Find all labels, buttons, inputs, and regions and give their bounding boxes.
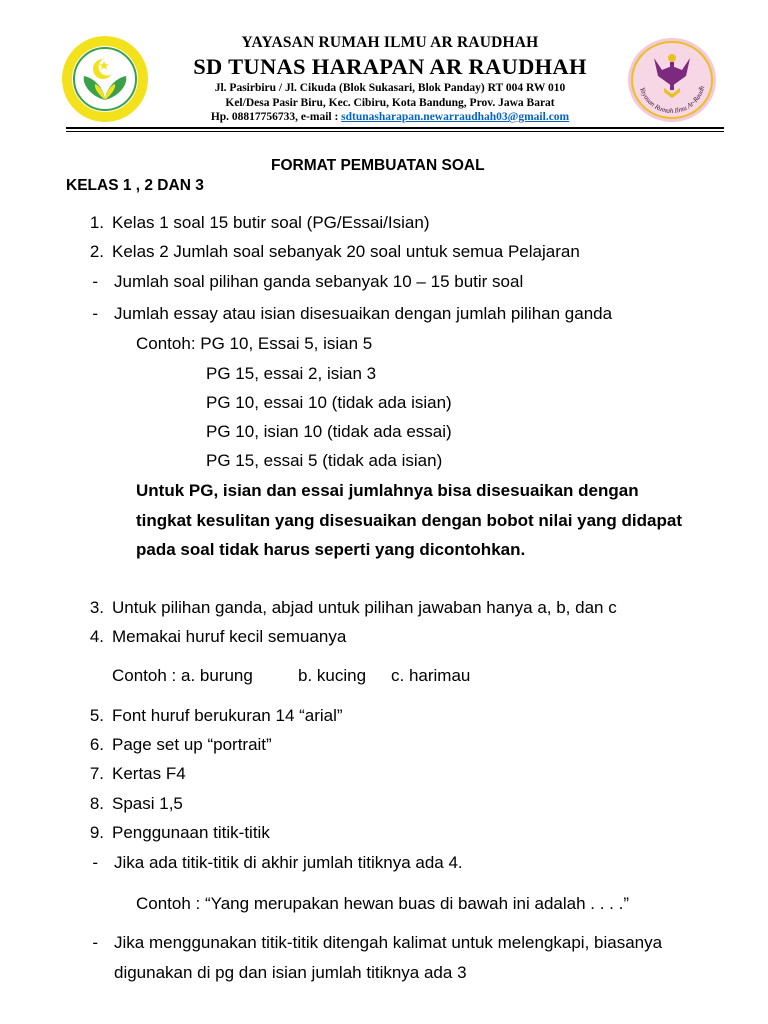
example-line: PG 15, essai 5 (tidak ada isian)	[206, 451, 443, 470]
list-item: Untuk pilihan ganda, abjad untuk pilihan jawaban hanya a, b, dan c	[112, 598, 617, 617]
list-item-number: 2.	[89, 242, 104, 261]
foundation-name: YAYASAN RUMAH ILMU AR RAUDHAH	[241, 34, 539, 51]
choice-example-b: b. kucing	[298, 666, 367, 685]
note-line: pada soal tidak harus seperti yang dicontohkan.	[136, 540, 526, 559]
list-item: Penggunaan titik-titik	[112, 823, 270, 842]
list-item-number: 8.	[89, 794, 104, 813]
choice-example-c: c. harimau	[391, 666, 471, 685]
address-line-1: Jl. Pasirbiru / Jl. Cikuda (Blok Sukasari, Blok Panday) RT 004 RW 010	[214, 82, 566, 94]
foundation-logo	[626, 36, 718, 124]
list-item: Font huruf berukuran 14 “arial”	[112, 706, 343, 725]
list-item-number: 7.	[89, 764, 104, 783]
document-title: FORMAT PEMBUATAN SOAL	[271, 157, 485, 174]
list-item: Page set up “portrait”	[112, 735, 272, 754]
list-item-number: 4.	[89, 627, 104, 646]
contact-line	[150, 111, 630, 123]
list-item-number: 6.	[89, 735, 104, 754]
phone-label: Hp. 08817756733, e-mail :	[210, 111, 342, 123]
address-line-2: Kel/Desa Pasir Biru, Kec. Cibiru, Kota Bandung, Prov. Jawa Barat	[225, 97, 555, 109]
list-item: Jika menggunakan titik-titik ditengah kalimat untuk melengkapi, biasanya	[114, 933, 663, 952]
list-item-bullet: -	[92, 933, 98, 952]
list-item-number: 1.	[89, 213, 104, 232]
list-item-continuation: digunakan di pg dan isian jumlah titiknya ada 3	[114, 963, 467, 982]
example-line: PG 15, essai 2, isian 3	[206, 364, 377, 383]
example-label: Contoh: PG 10, Essai 5, isian 5	[136, 334, 373, 353]
list-item-number: 9.	[89, 823, 104, 842]
letterhead-rule-thin	[66, 131, 724, 132]
note-line: tingkat kesulitan yang disesuaikan dengan bobot nilai yang didapat	[136, 511, 682, 530]
example-line: PG 10, essai 10 (tidak ada isian)	[206, 393, 452, 412]
choice-example-label: Contoh : a. burung	[112, 666, 253, 685]
list-item: Spasi 1,5	[112, 794, 183, 813]
list-item-bullet: -	[92, 272, 98, 291]
list-item-number: 5.	[89, 706, 104, 725]
document-subtitle: KELAS 1 , 2 DAN 3	[66, 177, 204, 194]
list-item: Jumlah soal pilihan ganda sebanyak 10 – 15 butir soal	[114, 272, 524, 291]
list-item-bullet: -	[92, 304, 98, 323]
list-item: Kelas 1 soal 15 butir soal (PG/Essai/Isian)	[112, 213, 430, 232]
list-item-number: 3.	[89, 598, 104, 617]
school-logo	[60, 34, 150, 124]
school-name: SD TUNAS HARAPAN AR RAUDHAH	[193, 54, 587, 79]
foundation-logo-text: Yayasan Rumah Ilmu Ar-Raudh	[638, 85, 707, 115]
list-item: Jumlah essay atau isian disesuaikan dengan jumlah pilihan ganda	[114, 304, 613, 323]
list-item: Kertas F4	[112, 764, 186, 783]
letterhead-rule	[66, 127, 724, 129]
dots-example: Contoh : “Yang merupakan hewan buas di bawah ini adalah . . . .”	[136, 894, 629, 913]
list-item: Kelas 2 Jumlah soal sebanyak 20 soal untuk semua Pelajaran	[112, 242, 580, 261]
list-item-bullet: -	[92, 853, 98, 872]
list-item: Jika ada titik-titik di akhir jumlah titiknya ada 4.	[114, 853, 463, 872]
note-line: Untuk PG, isian dan essai jumlahnya bisa disesuaikan dengan	[136, 481, 639, 500]
example-line: PG 10, isian 10 (tidak ada essai)	[206, 422, 452, 441]
email-link[interactable]: sdtunasharapan.newarraudhah03@gmail.com	[341, 111, 570, 123]
list-item: Memakai huruf kecil semuanya	[112, 627, 347, 646]
